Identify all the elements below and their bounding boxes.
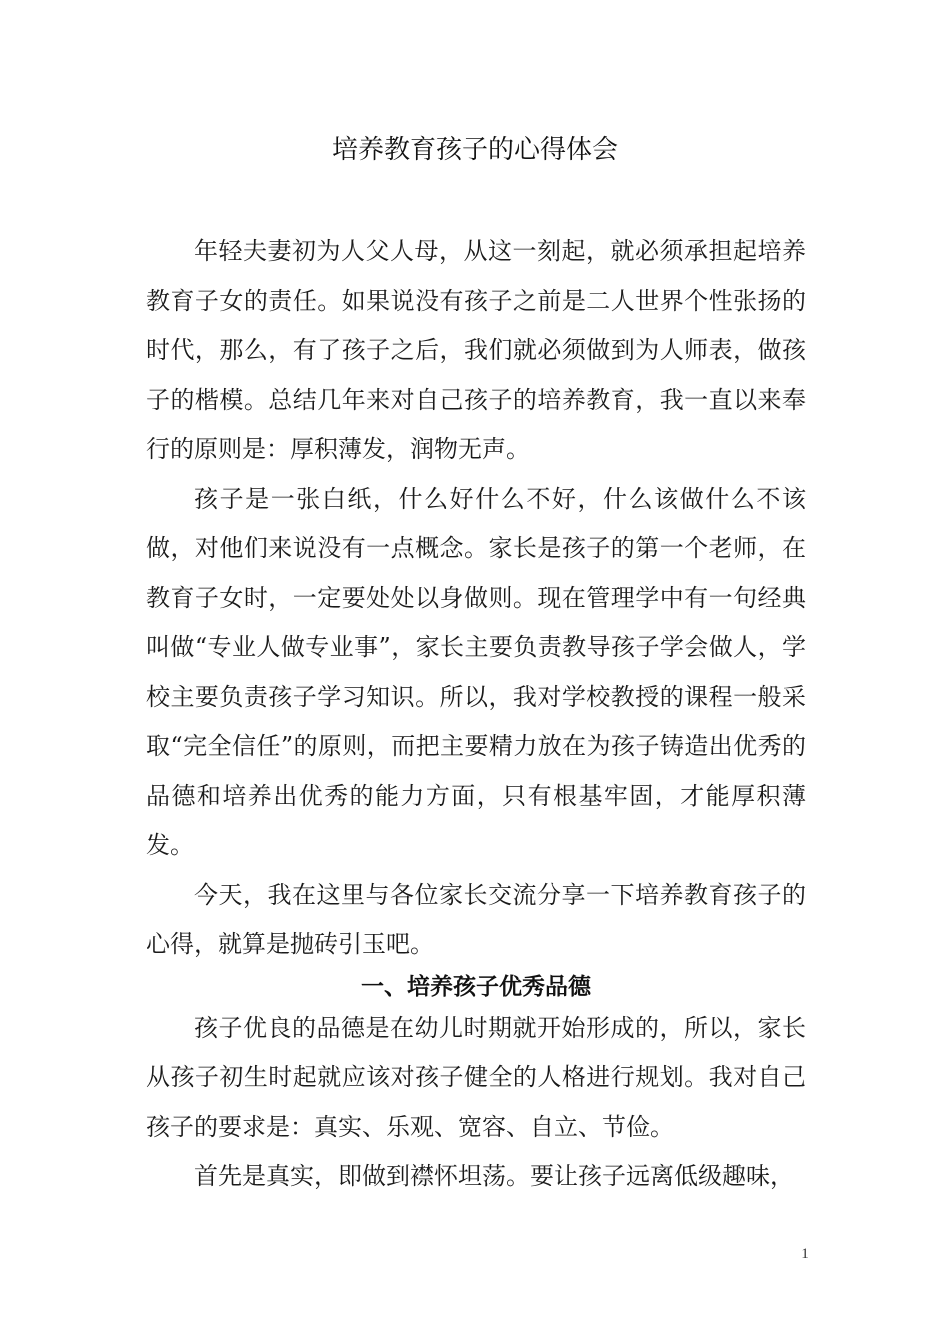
paragraph-blank-paper: 孩子是一张白纸，什么好什么不好，什么该做什么不该做，对他们来说没有一点概念。家长是孩子的第一个老师，在教育子女时，一定要处处以身做则。现在管理学中有一句经典叫做“专业人做专业事”，家长主要负责教导孩子学会做人，学校主要负责孩子学习知识。所以，我对学校教授的课程一般采取“完全信任”的原则，而把主要精力放在为孩子铸造出优秀的品德和培养出优秀的能力方面，只有根基牢固，才能厚积薄发。: [146, 484, 806, 859]
paragraph-sharing: 今天，我在这里与各位家长交流分享一下培养教育孩子的心得，就算是抛砖引玉吧。: [146, 880, 806, 958]
paragraph-honesty: 首先是真实，即做到襟怀坦荡。要让孩子远离低级趣味，: [194, 1162, 794, 1190]
paragraph-intro: 年轻夫妻初为人父人母，从这一刻起，就必须承担起培养教育子女的责任。如果说没有孩子之前是二人世界个性张扬的时代，那么，有了孩子之后，我们就必须做到为人师表，做孩子的楷模。总结几年来对自己孩子的培养教育，我一直以来奉行的原则是：厚积薄发，润物无声。: [146, 237, 806, 463]
section-heading: 一、培养孩子优秀品德: [361, 973, 591, 1000]
document-body: [146, 227, 806, 1202]
document-title: 培养教育孩子的心得体会: [331, 135, 618, 165]
paragraph-character: 孩子优良的品德是在幼儿时期就开始形成的，所以，家长从孩子初生时起就应该对孩子健全的人格进行规划。我对自己孩子的要求是：真实、乐观、宽容、自立、节俭。: [146, 1013, 806, 1141]
page-number: 1: [801, 1246, 809, 1262]
